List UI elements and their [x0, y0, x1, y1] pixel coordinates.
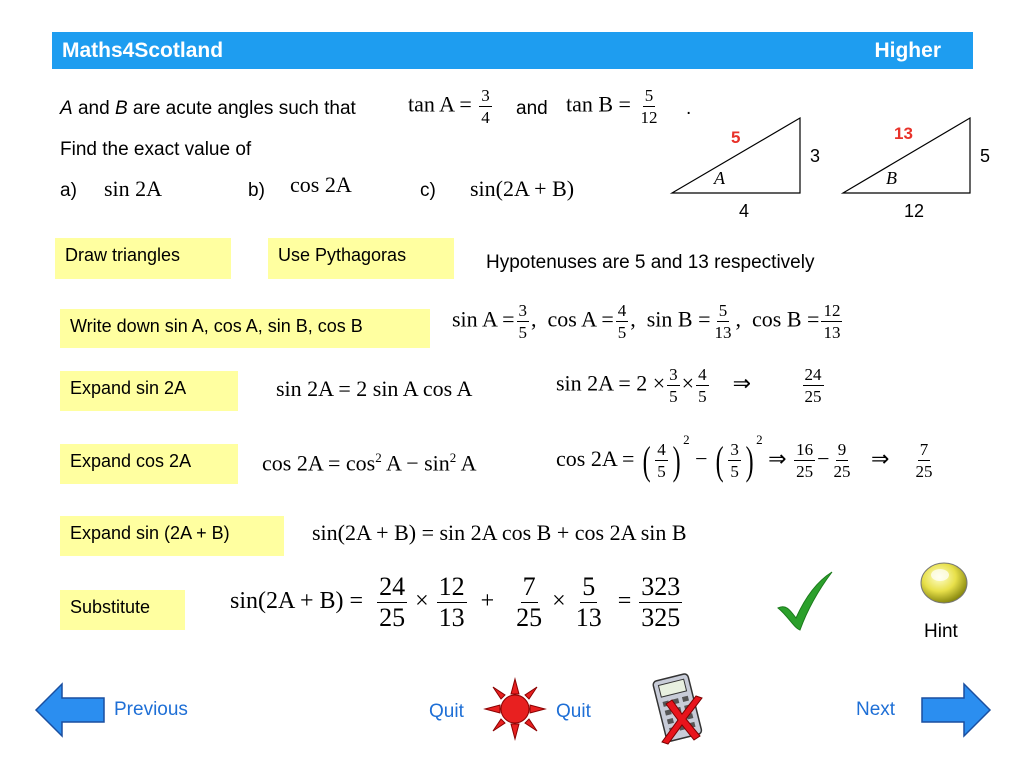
cos2A-identity [262, 450, 476, 476]
cosB-fraction: $\frac{12}{13}$ [823, 301, 841, 342]
minus-sign-2: − [817, 446, 830, 471]
site-title: Maths4Scotland [62, 39, 224, 62]
expand-cos2A-button[interactable]: Expand cos 2A [60, 444, 238, 484]
part-a-label: a) [60, 180, 77, 201]
triangle-B-angle: B [886, 168, 897, 188]
no-calculator-icon [650, 670, 712, 748]
var-A: A [60, 98, 73, 119]
write-down-trig-button[interactable]: Write down sin A, cos A, sin B, cos B [60, 309, 430, 348]
triangle-A-adj: 4 [739, 201, 750, 221]
sin2A-frac-1: $\frac{3}{5}$ [669, 365, 678, 406]
expand-sin2AB-button[interactable]: Expand sin (2A + B) [60, 516, 284, 556]
triangle-A-hyp: 5 [731, 128, 741, 147]
comma-1: , [531, 306, 537, 332]
sin2A-frac-2: $\frac{4}{5}$ [698, 365, 707, 406]
tanB-lhs: tan B = [566, 91, 631, 117]
triangle-A-angle: A [714, 168, 725, 188]
sub-times-2: × [552, 588, 566, 615]
sin2A-identity: sin 2A = 2 sin A cos A [276, 376, 473, 401]
implies-2: ⇒ [768, 446, 787, 471]
quit-link-right[interactable]: Quit [556, 701, 591, 722]
cosB-lhs: cos B = [752, 306, 820, 332]
sun-quit-icon[interactable] [484, 678, 546, 740]
draw-triangles-button[interactable]: Draw triangles [55, 238, 231, 279]
sub-equals: = [617, 588, 632, 615]
expand-sin2A-button[interactable]: Expand sin 2A [60, 371, 238, 411]
minus-sign: − [695, 446, 708, 471]
cos2A-substitution: cos 2A = ( $\frac{4}{5}$ ) $^2$ − ( $\frac{3}{5}$ ) $^2$ ⇒ $\frac{16}{25}$ − $\frac{9}{25}$ ⇒ $\frac{7}{25}$ [556, 432, 933, 483]
part-a-expr: sin 2A [104, 176, 163, 201]
triangle-B-adj: 12 [904, 201, 925, 221]
sub-lhs: sin(2A + B) = [230, 588, 364, 615]
cos2A-id-mid: A − sin [386, 450, 450, 476]
cos2A-r2: $\frac{9}{25}$ [833, 440, 851, 482]
sub-frac-a: $\frac{24}{25}$ [379, 572, 406, 632]
problem-text: are acute angles such that [132, 98, 356, 119]
implies-3: ⇒ [871, 446, 890, 471]
substitute-button[interactable]: Substitute [60, 590, 185, 630]
tanA-fraction: $\frac{3}{4}$ [481, 86, 490, 127]
sin2A-sub-lhs: sin 2A = 2 × [556, 370, 666, 396]
substitute-equation [230, 574, 684, 631]
and-text: and [77, 98, 110, 119]
part-c-label: c) [420, 180, 436, 201]
sin2AB-identity: sin(2A + B) = sin 2A cos B + cos 2A sin B [312, 520, 687, 545]
triangle-A-opp: 3 [810, 146, 821, 166]
and-text-2: and [516, 98, 548, 119]
tanB-fraction: $\frac{5}{12}$ [640, 86, 658, 127]
period: . [686, 98, 692, 119]
quit-link-left[interactable]: Quit [429, 701, 464, 722]
problem-line-2: Find the exact value of [60, 139, 252, 160]
use-pythagoras-button[interactable]: Use Pythagoras [268, 238, 454, 279]
part-c-expr: sin(2A + B) [470, 176, 575, 201]
sub-times-1: × [415, 588, 429, 615]
next-link[interactable]: Next [856, 699, 896, 720]
comma-3: , [735, 306, 742, 332]
var-B: B [114, 98, 128, 119]
cos2A-sub-lhs: cos 2A = [556, 446, 635, 471]
sinA-lhs: sin A = [452, 306, 515, 332]
cos2A-id-lhs: cos 2A = cos [262, 450, 376, 476]
implies-1: ⇒ [732, 370, 752, 396]
square-4: 2 [756, 432, 763, 447]
part-b-label: b) [248, 180, 265, 201]
cos2A-paren-frac-1: $\frac{4}{5}$ [657, 440, 666, 482]
square-1: 2 [375, 450, 382, 465]
previous-arrow-icon[interactable] [34, 682, 106, 738]
cos2A-id-end: A [460, 450, 477, 476]
sub-frac-b: $\frac{12}{13}$ [438, 572, 465, 632]
hypotenuse-note: Hypotenuses are 5 and 13 respectively [486, 252, 815, 273]
previous-link[interactable]: Previous [114, 699, 188, 720]
cosA-fraction: $\frac{4}{5}$ [617, 301, 627, 342]
sinA-fraction: $\frac{3}{5}$ [518, 301, 528, 342]
sinB-fraction: $\frac{5}{13}$ [714, 301, 732, 342]
trig-values [452, 302, 844, 341]
sinB-lhs: sin B = [646, 306, 711, 332]
sub-frac-c: $\frac{7}{25}$ [516, 572, 543, 632]
sub-result: $\frac{323}{325}$ [641, 572, 681, 632]
cos2A-paren-frac-2: $\frac{3}{5}$ [730, 440, 739, 482]
cos2A-result: $\frac{7}{25}$ [915, 440, 933, 482]
comma-2: , [630, 306, 636, 332]
cosA-lhs: cos A = [547, 306, 614, 332]
next-arrow-icon[interactable] [920, 682, 992, 738]
triangle-B-opp: 5 [980, 146, 991, 166]
checkmark-icon [776, 570, 836, 634]
sin2A-substitution [556, 366, 826, 405]
part-b-expr: cos 2A [290, 172, 352, 197]
hint-label[interactable]: Hint [924, 621, 958, 642]
cos2A-r1: $\frac{16}{25}$ [796, 440, 814, 482]
sub-frac-d: $\frac{5}{13}$ [575, 572, 602, 632]
triangle-B-hyp: 13 [894, 124, 913, 143]
square-2: 2 [449, 450, 457, 465]
sub-plus: + [480, 588, 495, 615]
sin2A-result: $\frac{24}{25}$ [804, 365, 822, 406]
times-sign: × [681, 370, 695, 396]
hint-bulb-icon[interactable] [918, 560, 970, 606]
tanA-lhs: tan A = [408, 91, 472, 117]
square-3: 2 [683, 432, 690, 447]
level-title: Higher [874, 39, 941, 62]
